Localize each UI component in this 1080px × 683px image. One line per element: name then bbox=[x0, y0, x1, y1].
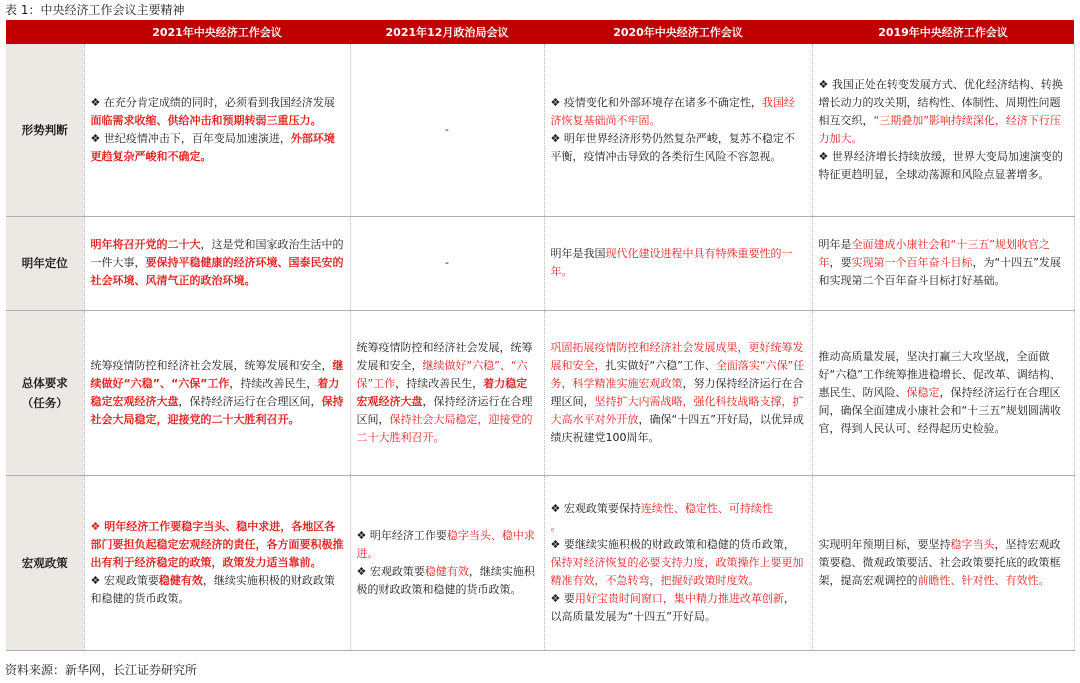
table-cell bbox=[544, 475, 812, 650]
cell-paragraph bbox=[357, 527, 538, 563]
cell-paragraph bbox=[551, 536, 806, 590]
text-run: 我国经济恢复基础尚不牢固。 bbox=[550, 95, 795, 127]
cell-paragraph bbox=[91, 357, 344, 429]
row-label bbox=[6, 44, 84, 216]
header-corner bbox=[6, 20, 84, 44]
text-run: 保持社会大局稳定，迎接党的二十大胜利召开。 bbox=[356, 412, 533, 444]
text-run: ，为“十四五”发展和实现第二个百年奋斗目标打好基础。 bbox=[818, 256, 1061, 287]
text-run: 全面落实“六保”任务，科学精准实施宏观政策 bbox=[550, 358, 805, 390]
table-cell bbox=[544, 310, 812, 475]
table-cell bbox=[812, 475, 1074, 650]
text-run: ❖ 明年经济工作要 bbox=[356, 528, 447, 542]
text-run: 统筹疫情防控和经济社会发展，统筹发展和安全， bbox=[356, 340, 533, 372]
row-label-line: （任务） bbox=[21, 395, 68, 410]
table-row bbox=[6, 216, 1074, 310]
text-run: 要保持平稳健康的经济环境、国泰民安的社会环境、风清气正的政治环境。 bbox=[90, 256, 344, 287]
text-run: 继续做好“六稳”、“六保”工作 bbox=[90, 358, 344, 390]
cell-paragraph bbox=[551, 590, 806, 626]
text-run: 统筹疫情防控和经济社会发展，统筹发展和安全， bbox=[90, 358, 333, 372]
table-cell bbox=[544, 216, 812, 310]
text-run: ❖ 宏观政策要 bbox=[356, 564, 425, 578]
cell-paragraph bbox=[91, 236, 344, 290]
cell-paragraph bbox=[551, 94, 806, 130]
text-run: 保持社会大局稳定，迎接党的二十大胜利召开。 bbox=[90, 394, 344, 426]
text-run: ，以高质量发展为“十四五”开好局。 bbox=[550, 591, 795, 623]
table-cell bbox=[812, 44, 1074, 216]
text-run: ❖ 宏观政策要保持 bbox=[550, 501, 641, 515]
cell-paragraph bbox=[357, 121, 538, 139]
table-cell bbox=[350, 475, 544, 650]
table-cell bbox=[84, 475, 350, 650]
source-note: 资料来源：新华网，长江证券研究所 bbox=[5, 663, 198, 677]
text-run: ❖ 明年经济工作要稳字当头、稳中求进，各地区各部门要担负起稳定宏观经济的责任，各方面要积极推出有利于经济稳定的政策，政策发力适当靠前。 bbox=[90, 519, 344, 569]
text-run: ❖ 疫情变化和外部环境存在诸多不确定性， bbox=[550, 95, 762, 109]
text-run: 稳字当头、稳中求进。 bbox=[356, 528, 535, 560]
text-run: “三期叠加”影响持续深化，经济下行压力加大。 bbox=[818, 113, 1061, 145]
text-run: ❖ 明年世界经济形势仍然复杂严峻，复苏不稳定不平衡，疫情冲击导致的各类衍生风险不容忽视。 bbox=[550, 131, 795, 163]
text-run: 保稳定 bbox=[906, 385, 940, 399]
cell-paragraph bbox=[91, 518, 344, 572]
table-row bbox=[6, 310, 1074, 475]
row-label-line: 总体要求 bbox=[21, 375, 68, 390]
text-run: 扎实做好“六稳”工作、 bbox=[605, 358, 716, 372]
table-cell bbox=[84, 310, 350, 475]
text-run: ，保持经济运行在合理区间， bbox=[178, 394, 322, 408]
text-run: 实现第一个百年奋斗目标 bbox=[851, 256, 973, 269]
cell-paragraph bbox=[551, 130, 806, 166]
cell-paragraph bbox=[819, 76, 1068, 148]
text-run: ，保持经济运行在合理区间，确保全面建成小康社会和“十三五”规划圆满收官，得到人民认可、经得起历史检验。 bbox=[818, 385, 1061, 435]
text-run: ❖ 世界经济增长持续放缓，世界大变局加速演变的特征更趋明显，全球动荡源和风险点显著增多。 bbox=[818, 149, 1063, 181]
text-run: 稳字当头 bbox=[950, 537, 995, 551]
cell-paragraph bbox=[819, 536, 1068, 590]
text-run: 坚持扩大内需战略，强化科技战略支撑，扩大高水平对外开放 bbox=[550, 394, 804, 426]
text-run: 现代化建设进程中具有特殊重要性的一年。 bbox=[550, 247, 793, 278]
table-cell bbox=[544, 44, 812, 216]
text-run: 实现明年预期目标，要坚持 bbox=[818, 537, 951, 551]
text-run: 着力稳定宏观经济大盘 bbox=[90, 376, 340, 408]
text-run: ❖ 世纪疫情冲击下，百年变局加速演进， bbox=[90, 131, 291, 145]
text-run: ，持续改善民生， bbox=[395, 376, 484, 390]
header-2021-ceconomic: 2021年中央经济工作会议 bbox=[84, 20, 350, 44]
text-run: 前瞻性、针对性、有效性。 bbox=[917, 573, 1050, 587]
text-run: 明年将召开党的二十大 bbox=[90, 238, 201, 251]
text-run: ，努力保持经济运行在合理区间， bbox=[550, 376, 804, 408]
text-run: 用好宝贵时间窗口，集中精力推进改革创新 bbox=[574, 591, 784, 605]
table-caption: 表 1：中央经济工作会议主要精神 bbox=[5, 3, 185, 17]
cell-paragraph bbox=[551, 339, 806, 447]
text-run: 外部环境更趋复杂严峻和不确定。 bbox=[90, 131, 335, 163]
text-run: 全面建成小康社会和“十三五”规划收官之年 bbox=[818, 238, 1050, 269]
cell-paragraph bbox=[91, 572, 344, 608]
text-run: 保持对经济恢复的必要支持力度，政策操作上要更加精准有效，不急转弯，把握好政策时度效。 bbox=[550, 555, 804, 587]
header-row bbox=[6, 20, 1074, 44]
row-label bbox=[6, 475, 84, 650]
policy-comparison-table bbox=[6, 20, 1075, 651]
text-run: 连续性、稳定性、可持续性 bbox=[640, 501, 773, 515]
text-run: ❖ 宏观政策要 bbox=[90, 573, 159, 587]
table-cell bbox=[84, 44, 350, 216]
row-label bbox=[6, 310, 84, 475]
table-cell bbox=[350, 310, 544, 475]
cell-paragraph bbox=[551, 500, 806, 518]
text-run: 稳健有效 bbox=[158, 573, 203, 587]
text-run: ，持续改善民生， bbox=[229, 376, 318, 390]
text-run: ，保持经济运行在合理区间， bbox=[356, 394, 533, 426]
cell-paragraph bbox=[357, 339, 538, 447]
cell-paragraph bbox=[357, 563, 538, 599]
text-run: 明年是我国 bbox=[550, 247, 606, 260]
table-cell bbox=[350, 216, 544, 310]
table-cell bbox=[812, 216, 1074, 310]
cell-paragraph bbox=[357, 254, 538, 272]
text-run: 。 bbox=[550, 519, 562, 533]
table-row bbox=[6, 44, 1074, 216]
cell-paragraph bbox=[91, 130, 344, 166]
header-2021-politburo: 2021年12月政治局会议 bbox=[350, 20, 544, 44]
text-run: 面临需求收缩、供给冲击和预期转弱三重压力。 bbox=[90, 113, 322, 127]
table-cell bbox=[350, 44, 544, 216]
header-2019-ceconomic: 2019年中央经济工作会议 bbox=[812, 20, 1074, 44]
table-row bbox=[6, 475, 1074, 650]
text-run: ，这是党和国家政治生活中的一件大事， bbox=[90, 238, 344, 269]
text-run: ，确保“十四五”开好局，以优异成绩庆祝建党100周年。 bbox=[550, 412, 804, 444]
text-run: 稳健有效 bbox=[424, 564, 469, 578]
text-run: ，继续实施积极的财政政策和稳健的货币政策。 bbox=[356, 564, 535, 596]
cell-paragraph bbox=[819, 348, 1068, 438]
table-cell bbox=[812, 310, 1074, 475]
text-run: ，继续实施积极的财政政策和稳健的货币政策。 bbox=[90, 573, 335, 605]
text-run: 明年是 bbox=[818, 238, 852, 251]
text-run: 推动高质量发展，坚决打赢三大攻坚战，全面做好“六稳”工作统筹推进稳增长、促改革、调结构、惠民生、防风险、 bbox=[818, 349, 1061, 399]
table-cell bbox=[84, 216, 350, 310]
cell-paragraph bbox=[819, 148, 1068, 184]
header-2020-ceconomic: 2020年中央经济工作会议 bbox=[544, 20, 812, 44]
text-run: ，坚持宏观政策要稳、微观政策要活、社会政策要托底的政策框架，提高宏观调控的 bbox=[818, 537, 1061, 587]
text-run: ❖ 我国正处在转变发展方式、优化经济结构、转换增长动力的攻关期，结构性、体制性、周期性问题相互交织， bbox=[818, 77, 1063, 127]
text-run: ，要 bbox=[829, 256, 852, 269]
text-run: 着力稳定宏观经济大盘 bbox=[356, 376, 528, 408]
text-run: ❖ 要继续实施积极的财政政策和稳健的货币政策， bbox=[550, 537, 795, 551]
row-label-line: 宏观政策 bbox=[21, 555, 68, 570]
text-run: 继续做好“六稳”、“六保”工作 bbox=[356, 358, 528, 390]
row-label-line: 形势判断 bbox=[21, 122, 68, 137]
row-label bbox=[6, 216, 84, 310]
text-run: 巩固拓展疫情防控和经济社会发展成果，更好统筹发展和安全， bbox=[550, 340, 804, 372]
cell-paragraph bbox=[819, 236, 1068, 290]
text-run: - bbox=[445, 256, 449, 269]
row-label-line: 明年定位 bbox=[21, 256, 68, 270]
text-run: ❖ 在充分肯定成绩的同时，必须看到我国经济发展 bbox=[90, 95, 335, 109]
cell-paragraph bbox=[91, 94, 344, 130]
text-run: - bbox=[445, 122, 449, 136]
text-run: ❖ 要 bbox=[550, 591, 575, 605]
cell-paragraph bbox=[551, 245, 806, 281]
cell-paragraph bbox=[551, 518, 806, 536]
